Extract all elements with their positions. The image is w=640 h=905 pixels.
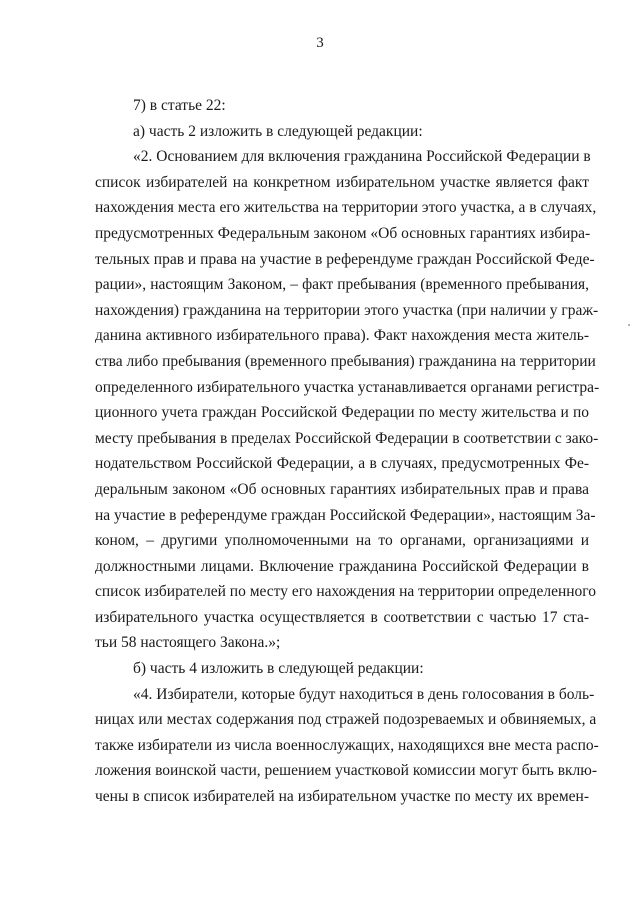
text-line: список избирателей по месту его нахождения на территории определенного: [95, 583, 597, 601]
text-line: чены в список избирателей на избирательном участке по месту их времен-: [95, 788, 589, 806]
text-line: на участие в референдуме граждан Российской Федерации», настоящим За-: [95, 506, 596, 524]
text-line: деральным законом «Об основных гарантиях избирательных прав и права: [95, 480, 589, 498]
text-line: нахождения) гражданина на территории этого участка (при наличии у граж-: [95, 301, 599, 319]
text-line: месту пребывания в пределах Российской Федерации в соответствии с зако-: [95, 429, 599, 447]
text-line: данина активного избирательного права). Факт нахождения места житель-: [95, 327, 589, 345]
text-line: ства либо пребывания (временного пребывания) гражданина на территории: [95, 352, 596, 370]
text-line: список избирателей на конкретном избирательном участке является факт: [95, 173, 589, 191]
text-line: а) часть 2 изложить в следующей редакции:: [133, 122, 423, 140]
text-line: определенного избирательного участка устанавливается органами регистра-: [95, 378, 600, 396]
text-line: коном, – другими уполномоченными на то органами, организациями и: [95, 532, 589, 550]
document-body: [95, 93, 600, 810]
text-line: б) часть 4 изложить в следующей редакции:: [133, 660, 424, 678]
page-number: 3: [316, 35, 324, 51]
text-line: нахождения места его жительства на территории этого участка, а в случаях,: [95, 199, 597, 217]
text-line: предусмотренных Федеральным законом «Об основных гарантиях избира-: [95, 224, 591, 242]
text-line: нодательством Российской Федерации, а в случаях, предусмотренных Фе-: [95, 455, 589, 473]
text-line: «2. Основанием для включения гражданина Российской Федерации в: [133, 148, 591, 166]
text-line: ницах или местах содержания под стражей подозреваемых и обвиняемых, а: [95, 711, 597, 729]
text-line: «4. Избиратели, которые будут находиться в день голосования в боль-: [133, 685, 595, 703]
text-line: избирательного участка осуществляется в соответствии с частью 17 ста-: [95, 608, 589, 626]
paragraph-part-2: [95, 144, 600, 656]
text-line: тельных прав и права на участие в референдуме граждан Российской Феде-: [95, 250, 595, 268]
text-line: ционного учета граждан Российской Федерации по месту жительства и по: [95, 404, 589, 422]
paragraph-part-4: [95, 682, 599, 810]
text-line: должностными лицами. Включение гражданина Российской Федерации в: [95, 557, 589, 575]
text-line: рации», настоящим Законом, – факт пребывания (временного пребывания,: [95, 276, 589, 294]
paragraph-item-7: [95, 93, 589, 119]
paragraph-subitem-a: [95, 119, 589, 145]
margin-speck: [628, 324, 630, 326]
text-line: также избиратели из числа военнослужащих, находящихся вне места распо-: [95, 736, 599, 754]
text-line: 7) в статье 22:: [133, 97, 226, 114]
text-line: тьи 58 настоящего Закона.»;: [95, 634, 281, 652]
paragraph-subitem-b: [95, 656, 589, 682]
text-line: ложения воинской части, решением участковой комиссии могут быть вклю-: [95, 762, 598, 780]
